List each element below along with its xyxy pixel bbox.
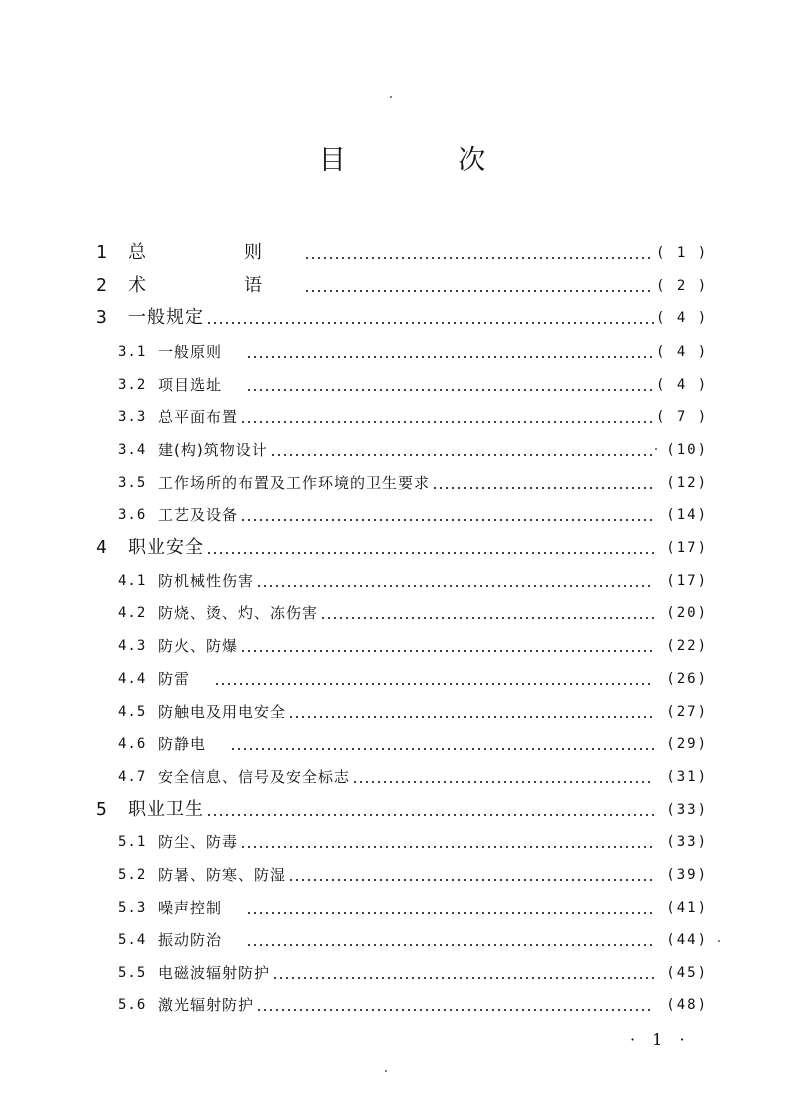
toc-entry-title: 工艺及设备 (158, 506, 239, 524)
toc-entry-page: (10) (666, 442, 708, 458)
toc-entry-number: 5.4 (118, 932, 147, 948)
dot-leader (256, 994, 654, 1016)
toc-entry[interactable] (118, 697, 708, 723)
dot-leader (352, 766, 654, 788)
toc-entry-title: 工作场所的布置及工作环境的卫生要求 (158, 474, 431, 492)
toc-entry[interactable] (118, 598, 708, 624)
toc-entry-number: 4.1 (118, 573, 147, 589)
toc-entry-page: (20) (666, 605, 708, 621)
toc-entry-number: 4.2 (118, 605, 147, 621)
toc-entry-page: (29) (666, 736, 708, 752)
dot-leader (288, 701, 654, 723)
toc-entry-page: ( 7 ) (656, 409, 709, 425)
toc-entry[interactable] (118, 337, 708, 363)
toc-entry-number: 4 (96, 537, 108, 558)
toc-entry[interactable] (96, 238, 708, 264)
page-title: 目 次 (318, 145, 538, 176)
toc-entry-number: 3.6 (118, 507, 147, 523)
dot-leader (270, 439, 654, 461)
toc-entry-title: 振动防治 (158, 931, 223, 949)
toc-entry-number: 1 (96, 242, 108, 263)
toc-entry[interactable] (118, 990, 708, 1016)
toc-entry-title: 防烧、烫、灼、冻伤害 (158, 604, 319, 622)
toc-entry[interactable] (118, 762, 708, 788)
toc-entry-number: 4.4 (118, 671, 147, 687)
dot-leader (288, 864, 654, 886)
toc-entry[interactable] (96, 795, 708, 821)
dot-leader (246, 341, 654, 363)
toc-entry-number: 3 (96, 307, 108, 328)
toc-entry-title: 电磁波辐射防护 (158, 964, 271, 982)
dot-leader (432, 472, 654, 494)
dot-leader (320, 602, 654, 624)
toc-entry-title: 防静电 (158, 735, 207, 753)
toc-entry-page: (22) (666, 638, 708, 654)
toc-entry-number: 4.6 (118, 736, 147, 752)
scan-speck (718, 940, 720, 942)
dot-leader (272, 962, 654, 984)
toc-entry[interactable] (118, 893, 708, 919)
toc-entry[interactable] (118, 860, 708, 886)
toc-entry-page: (26) (666, 671, 708, 687)
toc-entry-number: 5.1 (118, 834, 147, 850)
toc-entry-page: (41) (666, 900, 708, 916)
toc-entry[interactable] (118, 500, 708, 526)
dot-leader (304, 275, 654, 297)
toc-entry-page: ( 4 ) (656, 344, 709, 360)
dot-leader (214, 668, 654, 690)
dot-leader (206, 799, 654, 821)
toc-entry-title: 职业卫生 (128, 799, 204, 820)
toc-entry-number: 5 (96, 799, 108, 820)
toc-entry-page: ( 4 ) (656, 377, 709, 393)
dot-leader (304, 242, 654, 264)
toc-entry-page: (17) (666, 573, 708, 589)
toc-entry-title: 防火、防爆 (158, 637, 239, 655)
toc-entry-number: 5.3 (118, 900, 147, 916)
toc-entry-page: (31) (666, 769, 708, 785)
toc-entry-page: (48) (666, 997, 708, 1013)
toc-entry-title: 安全信息、信号及安全标志 (158, 768, 351, 786)
toc-entry-title: 防暑、防寒、防湿 (158, 866, 287, 884)
toc-entry-number: 3.5 (118, 475, 147, 491)
toc-entry[interactable] (118, 435, 708, 461)
dot-leader (246, 929, 654, 951)
dot-leader (240, 504, 654, 526)
toc-entry[interactable] (118, 827, 708, 853)
toc-entry-page: (12) (666, 475, 708, 491)
toc-entry-number: 3.3 (118, 409, 147, 425)
scan-speck (385, 1070, 387, 1072)
toc-entry-number: 4.5 (118, 704, 147, 720)
toc-entry-number: 2 (96, 275, 108, 296)
toc-entry-page: (45) (666, 965, 708, 981)
page-number: · 1 · (630, 1030, 691, 1049)
toc-entry-page: ( 1 ) (656, 245, 709, 261)
toc-entry-page: (14) (666, 507, 708, 523)
toc-entry-title: 噪声控制 (158, 899, 223, 917)
scan-speck (390, 96, 392, 98)
toc-entry-page: (17) (666, 540, 708, 556)
toc-entry-page: (44) (666, 932, 708, 948)
toc-entry[interactable] (118, 729, 708, 755)
toc-entry[interactable] (118, 925, 708, 951)
toc-entry-title: 防尘、防毒 (158, 833, 239, 851)
dot-leader (206, 307, 654, 329)
toc-entry-page: (33) (666, 802, 708, 818)
dot-leader (230, 733, 654, 755)
toc-entry[interactable] (96, 533, 708, 559)
toc-entry-number: 3.1 (118, 344, 147, 360)
toc-entry[interactable] (118, 631, 708, 657)
toc-entry-number: 5.5 (118, 965, 147, 981)
scan-speck (655, 448, 657, 450)
toc-entry-title: 总平面布置 (158, 408, 239, 426)
toc-entry[interactable] (118, 664, 708, 690)
toc-entry-page: (27) (666, 704, 708, 720)
toc-entry-title: 一般原则 (158, 343, 223, 361)
toc-entry-title: 防触电及用电安全 (158, 703, 287, 721)
toc-entry-title: 防雷 (158, 670, 191, 688)
dot-leader (206, 537, 654, 559)
toc-entry-title: 项目选址 (158, 376, 223, 394)
toc-entry-number: 5.2 (118, 867, 147, 883)
toc-entry-page: ( 2 ) (656, 278, 709, 294)
dot-leader (246, 374, 654, 396)
toc-entry[interactable] (96, 303, 708, 329)
toc-entry-title: 激光辐射防护 (158, 996, 255, 1014)
toc-entry-title: 术 语 (128, 275, 302, 296)
toc-entry-number: 5.6 (118, 997, 147, 1013)
toc-entry[interactable] (118, 402, 708, 428)
toc-entry-page: (33) (666, 834, 708, 850)
toc-entry[interactable] (96, 271, 708, 297)
toc-entry[interactable] (118, 468, 708, 494)
toc-entry-title: 职业安全 (128, 537, 204, 558)
toc-entry-title: 防机械性伤害 (158, 572, 255, 590)
toc-entry[interactable] (118, 370, 708, 396)
toc-entry-number: 3.4 (118, 442, 147, 458)
dot-leader (240, 635, 654, 657)
toc-entry[interactable] (118, 566, 708, 592)
toc-entry-page: (39) (666, 867, 708, 883)
dot-leader (240, 831, 654, 853)
toc-entry-number: 4.3 (118, 638, 147, 654)
dot-leader (246, 897, 654, 919)
toc-entry-title: 建(构)筑物设计 (158, 441, 268, 459)
toc-entry-number: 4.7 (118, 769, 147, 785)
toc-entry-title: 一般规定 (128, 307, 204, 328)
toc-entry-title: 总 则 (128, 242, 302, 263)
toc-entry-page: ( 4 ) (656, 310, 709, 326)
dot-leader (256, 570, 654, 592)
toc-entry[interactable] (118, 958, 708, 984)
toc-entry-number: 3.2 (118, 377, 147, 393)
dot-leader (240, 406, 654, 428)
